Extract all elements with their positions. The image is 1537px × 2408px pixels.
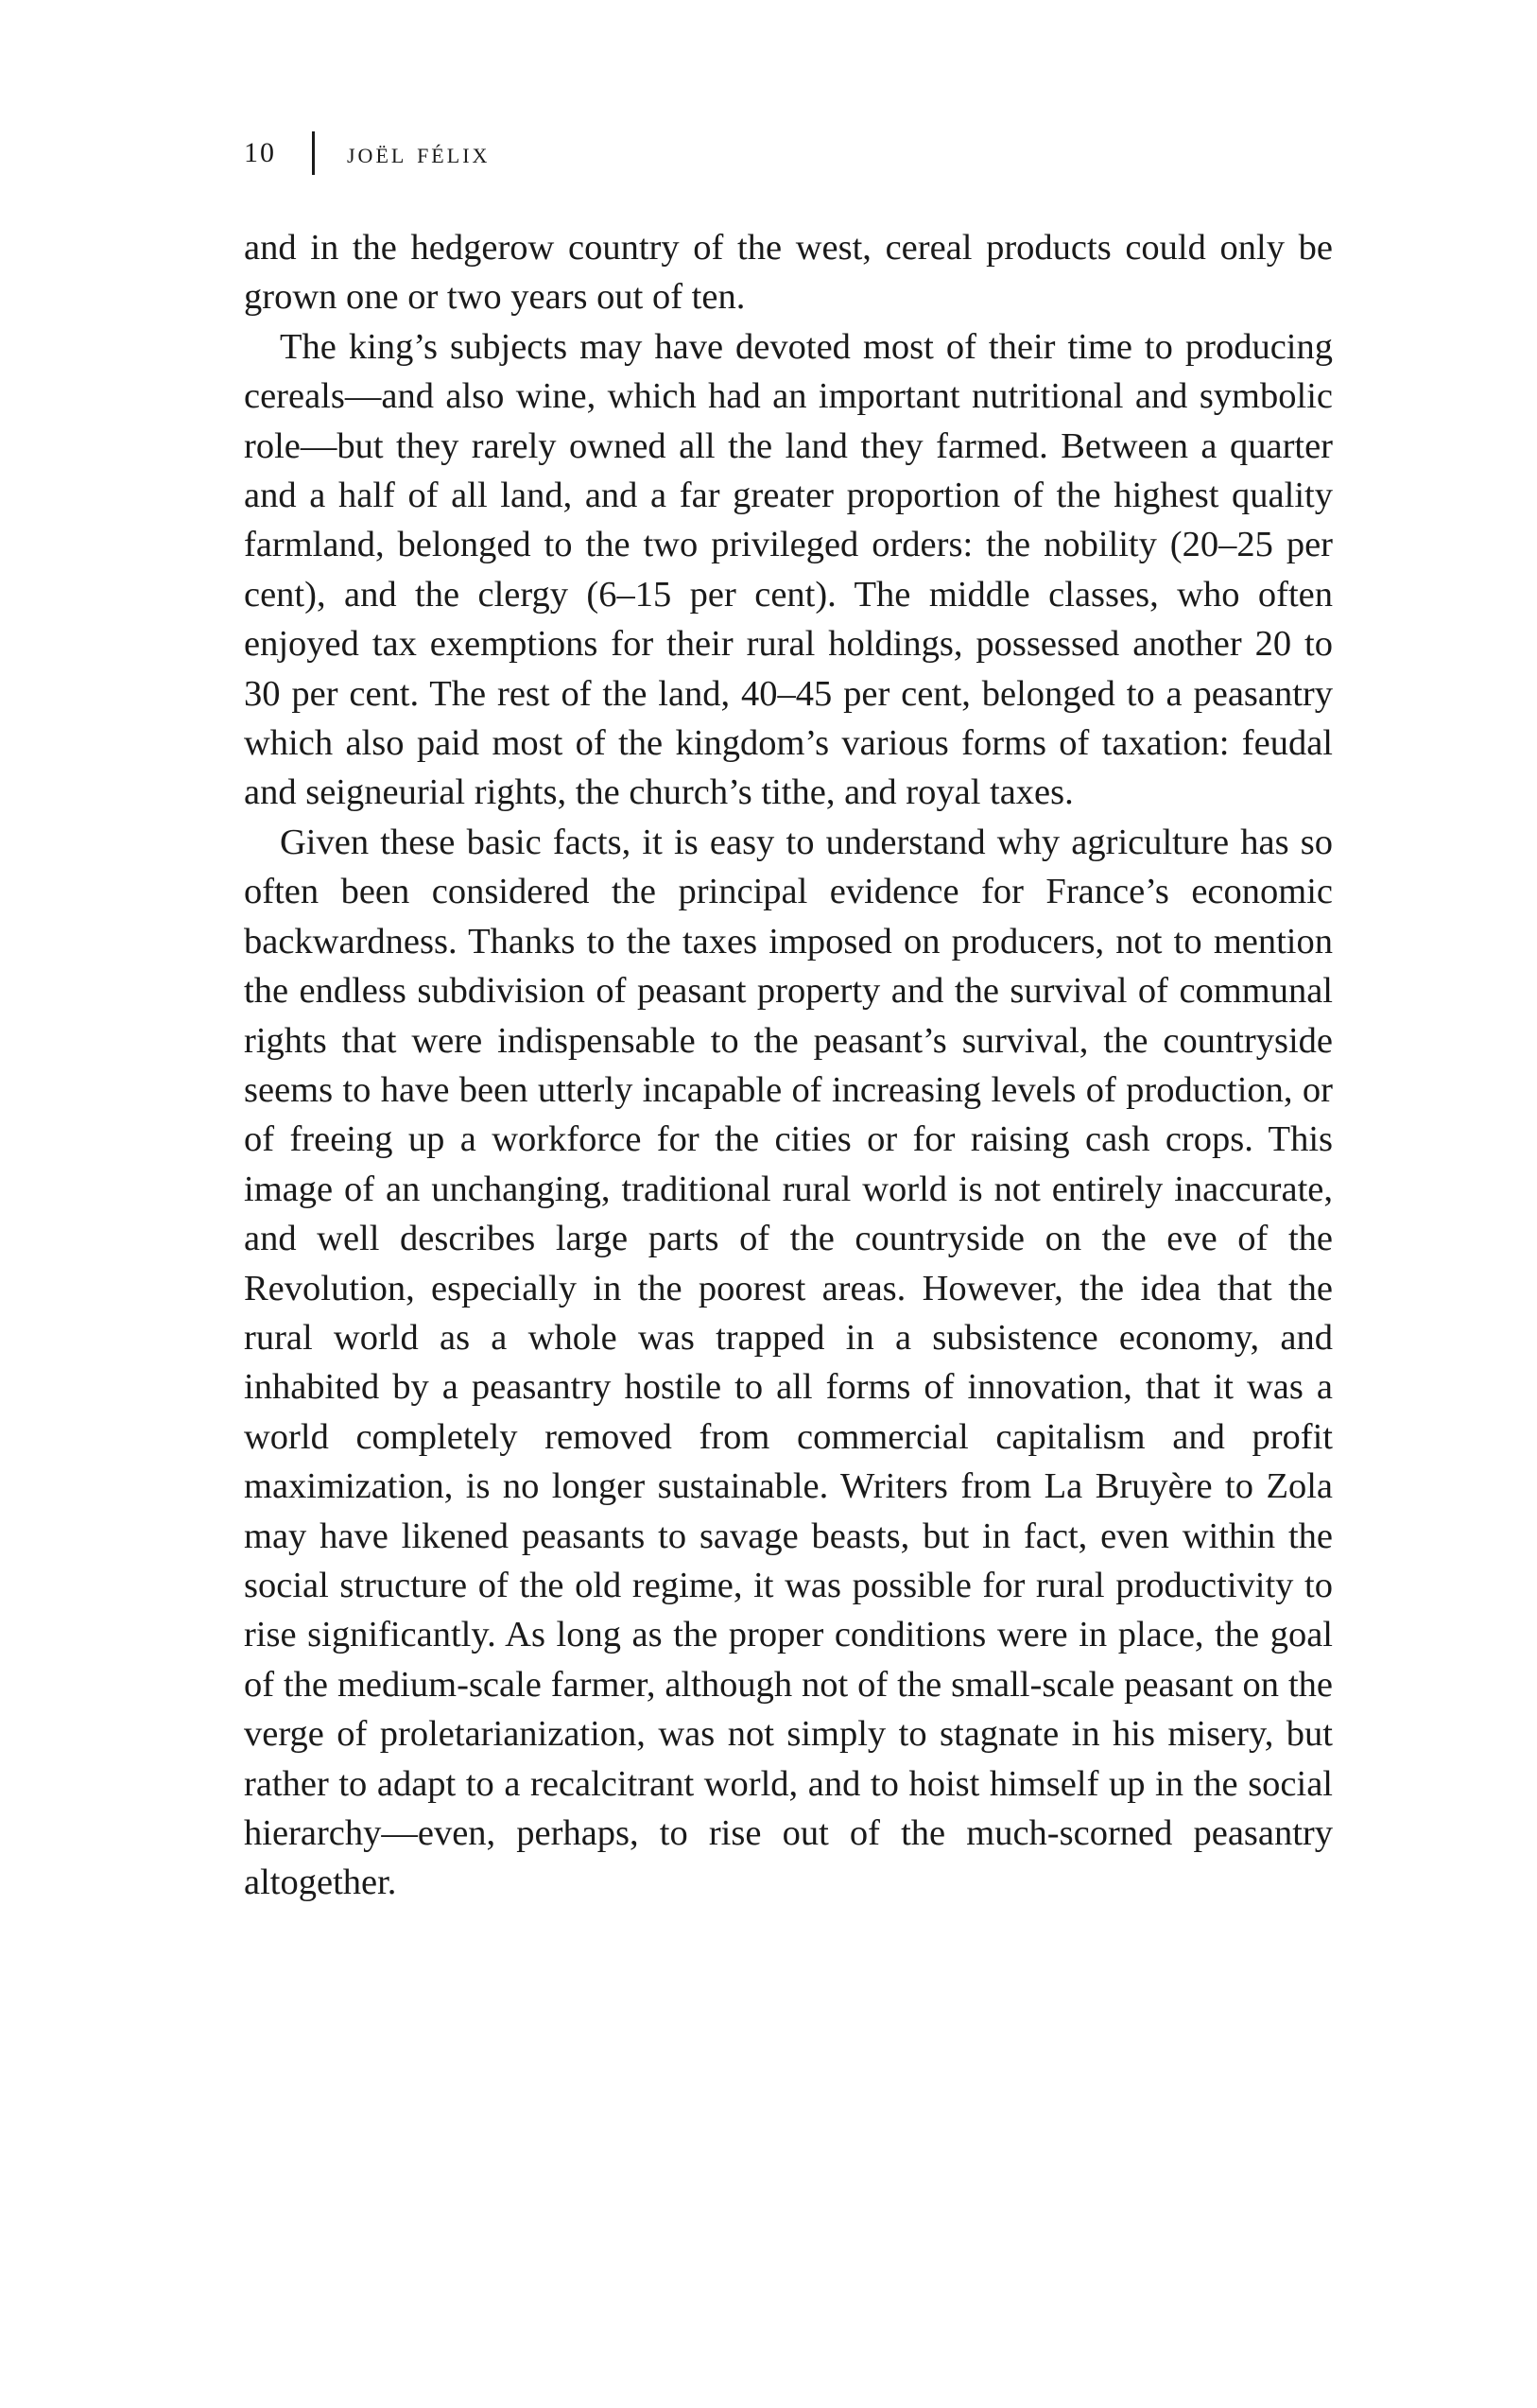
body-text: [244, 223, 1333, 1908]
paragraph-3: Given these basic facts, it is easy to understand why agriculture has so often been considered the principal evidence for France’s economic backwardness. Thanks to the taxes imposed on producers, not to mention the endless subdivision of peasant property and the survival of communal rights that were indispensable to the peasant’s survival, the countryside seems to have been utterly incapable of increasing levels of production, or of freeing up a workforce for the cities or for raising cash crops. This image of an unchanging, traditional rural world is not entirely inaccurate, and well describes large parts of the countryside on the eve of the Revolution, especially in the poorest areas. However, the idea that the rural world as a whole was trapped in a subsistence economy, and inhabited by a peasantry hostile to all forms of innovation, that it was a world completely removed from commercial capitalism and profit maximization, is no longer sustainable. Writers from La Bruyère to Zola may have likened peasants to savage beasts, but in fact, even within the social structure of the old regime, it was possible for rural productivity to rise significantly. As long as the proper conditions were in place, the goal of the medium-scale farmer, although not of the small-scale peasant on the verge of proletarianization, was not simply to stagnate in his misery, but rather to adapt to a recalcitrant world, and to hoist himself up in the social hierarchy—even, perhaps, to rise out of the much-scorned peasantry altogether.: [244, 822, 1333, 1903]
running-head: [244, 129, 490, 178]
paragraph-1: and in the hedgerow country of the west, cereal products could only be grown one or two years out of ten.: [244, 228, 1333, 318]
paragraph-2: The king’s subjects may have devoted most of their time to producing cereals—and also wine, which had an important nutritional and symbolic role—but they rarely owned all the land they farmed. Between a quarter and a half of all land, and a far greater proportion of the highest quality farmland, belonged to the two privileged orders: the nobility (20–25 per cent), and the clergy (6–15 per cent). The middle classes, who often enjoyed tax exemptions for their rural holdings, possessed another 20 to 30 per cent. The rest of the land, 40–45 per cent, belonged to a peasantry which also paid most of the kingdom’s various forms of taxation: feudal and seigneurial rights, the church’s tithe, and royal taxes.: [244, 326, 1333, 813]
running-head-divider: [312, 131, 315, 175]
page-number: 10: [244, 137, 276, 168]
running-head-author: joël félix: [347, 136, 491, 169]
